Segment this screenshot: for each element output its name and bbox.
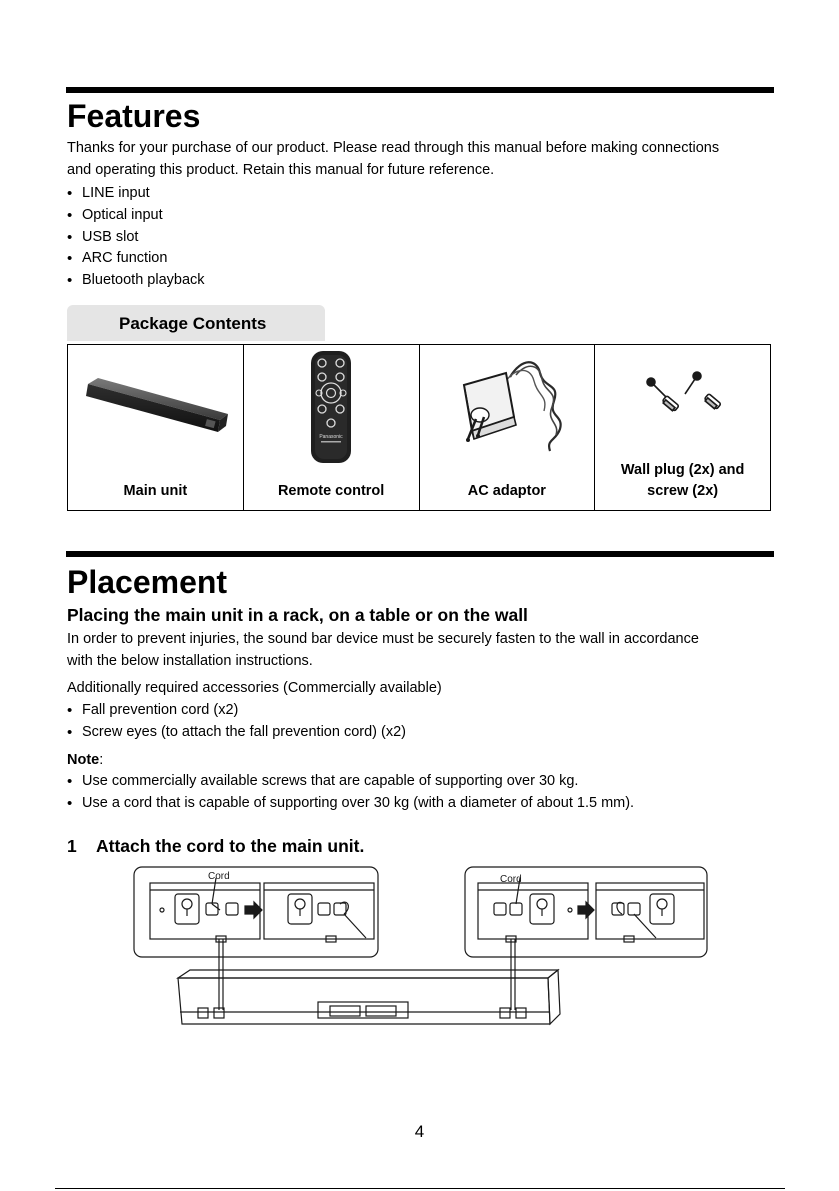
features-title: Features (67, 98, 201, 134)
soundbar-icon (80, 360, 230, 440)
notes-list-item: • Use commercially available screws that are capable of supporting over 30 kg. (67, 771, 634, 793)
note-label: Note (67, 752, 100, 768)
cord-attachment-diagram (130, 864, 715, 1034)
package-contents-table (67, 344, 771, 511)
package-item-remote (243, 345, 419, 511)
features-list-item: • Optical input (67, 205, 205, 227)
figure-cord-label-right: Cord (500, 874, 522, 885)
features-list-item: • LINE input (67, 183, 205, 205)
step-number: 1 (67, 836, 77, 856)
note-colon: : (99, 752, 104, 768)
page-number: 4 (414, 1122, 425, 1141)
placement-intro-line1: In order to prevent injuries, the sound bar device must be securely fasten to the wall in accordance (67, 631, 699, 647)
features-list-item: • Bluetooth playback (67, 270, 205, 292)
package-item-label (595, 460, 770, 502)
accessories-list-item: • Screw eyes (to attach the fall prevention cord) (x2) (67, 722, 406, 744)
package-item-label: Remote control (277, 483, 385, 499)
features-list (67, 183, 205, 292)
section-rule-features (66, 87, 774, 93)
placement-subtitle: Placing the main unit in a rack, on a table or on the wall (67, 605, 528, 625)
remote-control-icon (301, 349, 361, 467)
accessories-intro: Additionally required accessories (Commercially available) (67, 680, 442, 696)
package-item-main-unit (68, 345, 244, 511)
step-text: Attach the cord to the main unit. (96, 836, 365, 856)
package-item-ac-adaptor (419, 345, 595, 511)
features-intro-line2: and operating this product. Retain this manual for future reference. (67, 161, 495, 178)
features-intro (67, 138, 773, 181)
package-item-label-line1: Wall plug (2x) and (620, 462, 745, 478)
figure-cord-label-left: Cord (208, 871, 230, 882)
section-rule-placement (66, 551, 774, 557)
features-list-item: • ARC function (67, 248, 205, 270)
remote-brand-text: Panasonic (319, 433, 343, 440)
accessories-list-item: • Fall prevention cord (x2) (67, 700, 406, 722)
package-item-wall-plug-screw (595, 345, 771, 511)
package-item-label: Main unit (123, 483, 188, 499)
placement-intro (67, 629, 773, 672)
note-heading (67, 750, 773, 772)
notes-list (67, 771, 634, 815)
package-item-label: AC adaptor (467, 483, 546, 499)
features-intro-line1: Thanks for your purchase of our product. Please read through this manual before making connections (67, 140, 720, 156)
placement-title: Placement (67, 564, 228, 600)
package-contents-tab: Package Contents (67, 305, 325, 341)
step-1-heading (67, 838, 364, 856)
accessories-list (67, 700, 406, 744)
features-list-item: • USB slot (67, 227, 205, 249)
footer-rule (55, 1188, 785, 1189)
package-item-label-line2: screw (2x) (647, 483, 719, 499)
wall-plug-screw-icon (633, 370, 733, 430)
ac-adaptor-icon (442, 355, 572, 455)
placement-intro-line2: with the below installation instructions. (67, 652, 313, 669)
notes-list-item: • Use a cord that is capable of supporting over 30 kg (with a diameter of about 1.5 mm). (67, 793, 634, 815)
